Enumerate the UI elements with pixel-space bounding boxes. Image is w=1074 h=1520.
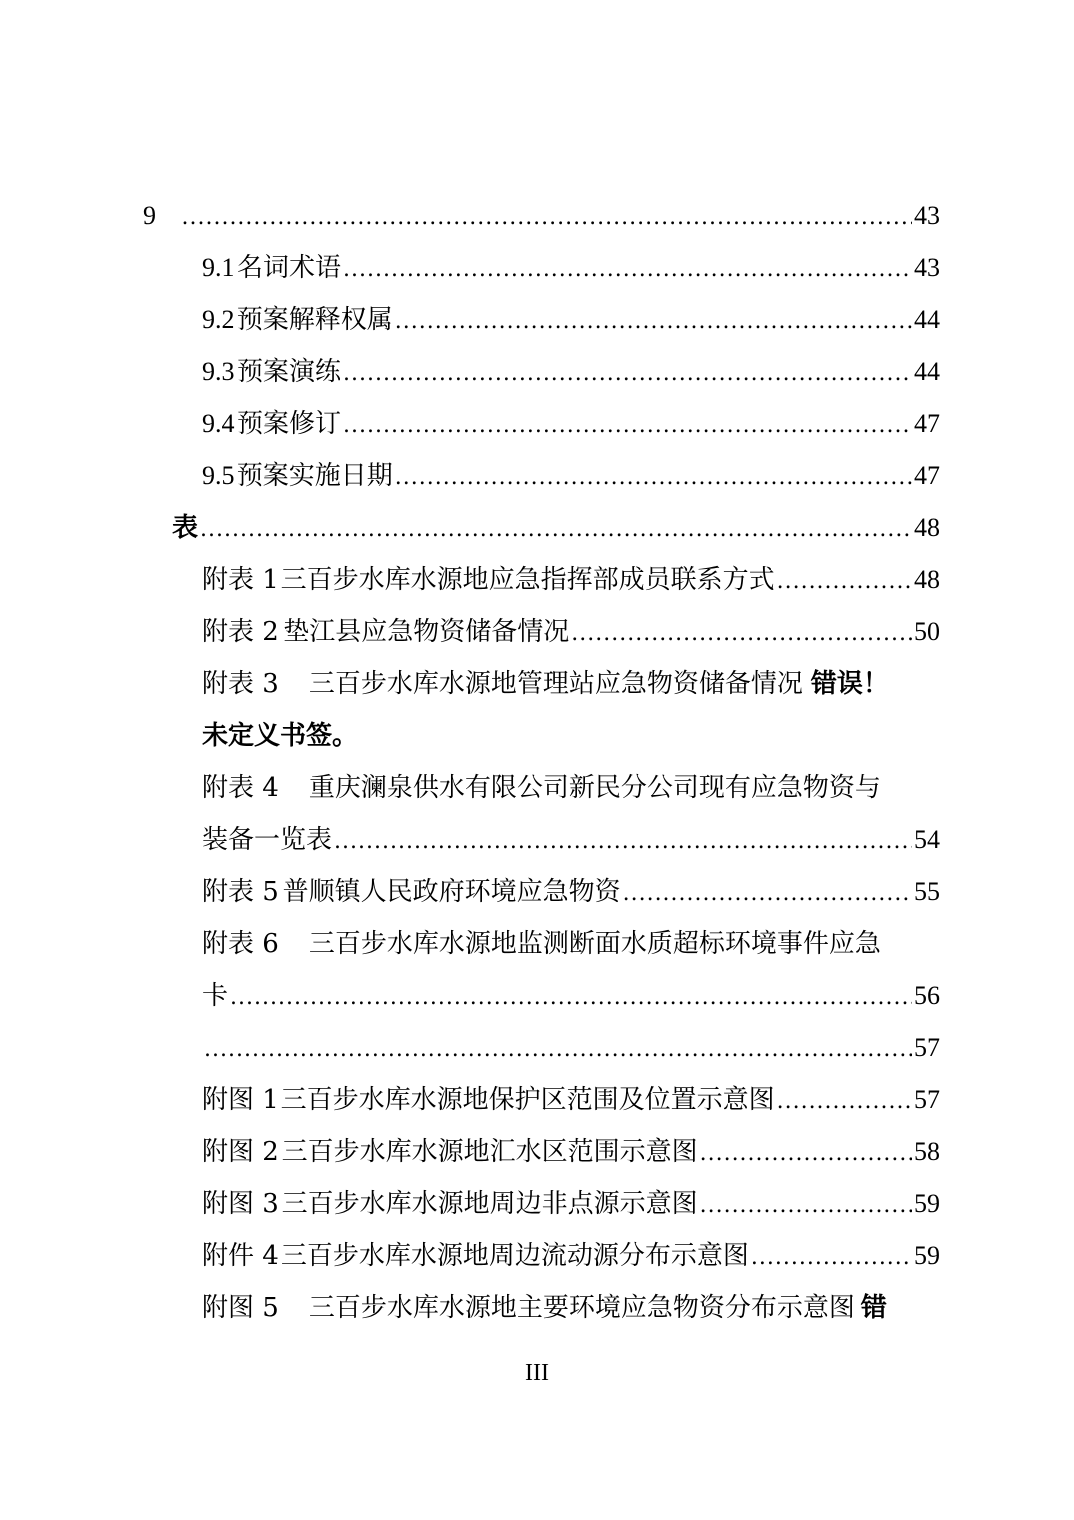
toc-label: 附件 4 xyxy=(202,1241,279,1271)
toc-page-number: 44 xyxy=(914,357,940,386)
toc-number: 9.3 xyxy=(202,357,235,386)
toc-page-number: 54 xyxy=(914,825,940,854)
page-footer-number: III xyxy=(525,1360,549,1386)
toc-page-number: 44 xyxy=(914,305,940,334)
toc-leader xyxy=(777,1082,912,1122)
toc-page-number: 55 xyxy=(914,877,940,906)
toc-page-number: 50 xyxy=(914,617,940,646)
toc-title: 三百步水库水源地主要环境应急物资分布示意图 xyxy=(308,1293,855,1323)
toc-entry-fubiao-2[interactable] xyxy=(202,612,940,652)
toc-leader xyxy=(204,1030,912,1070)
toc-title: 三百步水库水源地保护区范围及位置示意图 xyxy=(280,1085,775,1115)
toc-page-number: 57 xyxy=(914,1085,940,1114)
toc-entry-ch9[interactable] xyxy=(143,196,940,236)
toc-error-text: 错误！ xyxy=(810,669,889,699)
toc-leader xyxy=(230,978,912,1018)
toc-entry-tables[interactable] xyxy=(172,508,940,548)
toc-title: 预案修订 xyxy=(236,409,341,439)
toc-title: 三百步水库水源地监测断面水质超标环境事件应急 xyxy=(308,929,881,959)
toc-leader xyxy=(181,198,912,238)
toc-entry-futu-2[interactable] xyxy=(202,1132,940,1172)
toc-entry-fubiao-4[interactable] xyxy=(202,768,881,808)
toc-entry-9-3[interactable] xyxy=(202,352,940,392)
toc-entry-fubiao-4-cont[interactable] xyxy=(202,820,940,860)
toc-page-number: 43 xyxy=(914,253,940,282)
toc-title: 预案演练 xyxy=(236,357,341,387)
toc-label: 附表 2 xyxy=(202,617,279,647)
toc-title: 名词术语 xyxy=(236,253,341,283)
toc-entry-fubiao-1[interactable] xyxy=(202,560,940,600)
toc-title: 卡 xyxy=(202,981,229,1011)
toc-error-text: 错 xyxy=(860,1293,887,1323)
toc-label: 附图 2 xyxy=(202,1137,279,1167)
toc-label: 附表 6 xyxy=(202,929,279,959)
toc-leader xyxy=(200,510,912,550)
toc-entry-figures[interactable] xyxy=(202,1028,940,1068)
toc-label: 附表 1 xyxy=(202,565,279,595)
toc-leader xyxy=(700,1186,912,1226)
toc-page-number: 47 xyxy=(914,461,940,490)
toc-title: 垫江县应急物资储备情况 xyxy=(283,617,570,647)
toc-page-number: 48 xyxy=(914,565,940,594)
toc-number: 9.5 xyxy=(202,461,235,490)
toc-leader xyxy=(623,874,912,914)
toc-page-number: 56 xyxy=(914,981,940,1010)
toc-entry-fubiao-5[interactable] xyxy=(202,872,940,912)
toc-page-number: 43 xyxy=(914,201,940,230)
toc-title: 三百步水库水源地管理站应急物资储备情况 xyxy=(308,669,803,699)
toc-entry-fubiao-6[interactable] xyxy=(202,924,881,964)
toc-entry-fubiao-3[interactable] xyxy=(202,664,889,704)
toc-title: 预案解释权属 xyxy=(236,305,393,335)
toc-entry-fujian-4[interactable] xyxy=(202,1236,940,1276)
toc-entry-9-5[interactable] xyxy=(202,456,940,496)
toc-title: 三百步水库水源地汇水区范围示意图 xyxy=(281,1137,698,1167)
toc-leader xyxy=(343,250,912,290)
toc-leader xyxy=(343,354,912,394)
toc-page-number: 57 xyxy=(914,1033,940,1062)
toc-label: 附表 4 xyxy=(202,773,279,803)
toc-entry-futu-5[interactable] xyxy=(202,1288,887,1328)
toc-title: 表 xyxy=(172,513,199,543)
toc-leader xyxy=(334,822,912,862)
toc-title: 三百步水库水源地周边非点源示意图 xyxy=(281,1189,698,1219)
toc-title: 装备一览表 xyxy=(202,825,333,855)
toc-title: 普顺镇人民政府环境应急物资 xyxy=(282,877,621,907)
toc-label: 附图 5 xyxy=(202,1293,279,1323)
toc-leader xyxy=(571,614,912,654)
toc-leader xyxy=(751,1238,912,1278)
toc-label: 附表 5 xyxy=(202,877,279,907)
toc-leader xyxy=(395,302,912,342)
toc-label: 附图 1 xyxy=(202,1085,279,1115)
toc-label: 附表 3 xyxy=(202,669,279,699)
toc-page-number: 59 xyxy=(914,1241,940,1270)
toc-entry-futu-3[interactable] xyxy=(202,1184,940,1224)
toc-entry-fubiao-6-cont[interactable] xyxy=(202,976,940,1016)
toc-title: 三百步水库水源地应急指挥部成员联系方式 xyxy=(280,565,775,595)
toc-number: 9.1 xyxy=(202,253,235,282)
toc-number: 9.4 xyxy=(202,409,235,438)
toc-error-continuation: 未定义书签。 xyxy=(202,721,359,751)
toc-leader xyxy=(700,1134,912,1174)
toc-entry-futu-1[interactable] xyxy=(202,1080,940,1120)
toc-title: 三百步水库水源地周边流动源分布示意图 xyxy=(280,1241,749,1271)
toc-title: 重庆澜泉供水有限公司新民分公司现有应急物资与 xyxy=(308,773,881,803)
toc-number: 9.2 xyxy=(202,305,235,334)
toc-page-number: 47 xyxy=(914,409,940,438)
toc-label: 附图 3 xyxy=(202,1189,279,1219)
toc-number: 9 xyxy=(143,201,156,230)
toc-page-number: 59 xyxy=(914,1189,940,1218)
toc-leader xyxy=(777,562,912,602)
toc-page-number: 48 xyxy=(914,513,940,542)
toc-entry-9-4[interactable] xyxy=(202,404,940,444)
toc-entry-9-1[interactable] xyxy=(202,248,940,288)
toc-leader xyxy=(343,406,912,446)
toc-leader xyxy=(395,458,912,498)
toc-page-number: 58 xyxy=(914,1137,940,1166)
toc-title: 预案实施日期 xyxy=(236,461,393,491)
toc-entry-9-2[interactable] xyxy=(202,300,940,340)
